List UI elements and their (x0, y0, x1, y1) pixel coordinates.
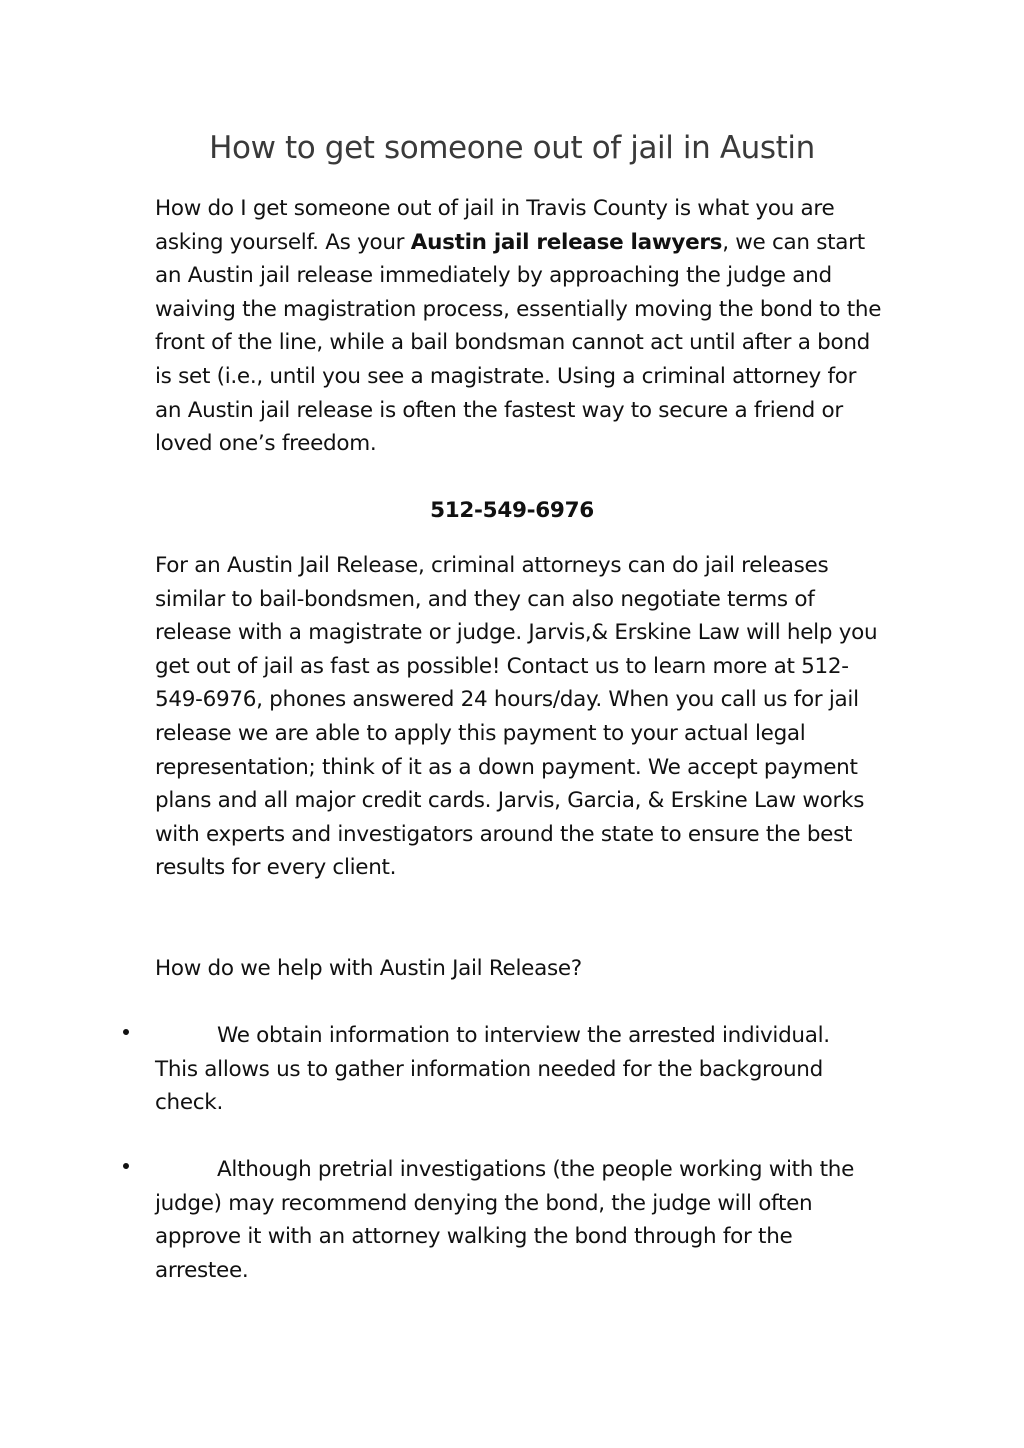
intro-paragraph (155, 192, 885, 461)
list-item-text: Although pretrial investigations (the people working with the judge) may recommend denying the bond, the judge will often approve it with an attorney walking the bond through for the arrestee. (155, 1157, 855, 1283)
bullet-icon (123, 1163, 129, 1169)
body-paragraph: For an Austin Jail Release, criminal attorneys can do jail releases similar to bail-bondsmen, and they can also negotiate terms of release with a magistrate or judge. Jarvis,& Erskine Law will help you get out of jail as fast as possible! Contact us to learn more at 512-549-6976, phones answered 24 hours/day. When you call us for jail release we are able to apply this payment to your actual legal representation; think of it as a down payment. We accept payment plans and all major credit cards. Jarvis, Garcia, & Erskine Law works with experts and investigators around the state to ensure the best results for every client. (155, 553, 878, 881)
phone-number: 512-549-6976 (430, 498, 594, 523)
intro-text-start: How do I get someone out of jail in Travis County is what you are asking yourself. As your (155, 196, 835, 255)
bullet-icon (123, 1029, 129, 1035)
intro-text-end: , we can start an Austin jail release immediately by approaching the judge and waiving the magistration process, essentially moving the bond to the front of the line, while a bail bondsman cannot act until after a bond is set (i.e., until you see a magistrate. Using a criminal attorney for an Austin jail release is often the fastest way to secure a friend or loved one’s freedom. (155, 229, 882, 457)
document-title: How to get someone out of jail in Austin (209, 130, 815, 166)
section-question: How do we help with Austin Jail Release? (155, 956, 582, 981)
intro-bold-link-text: Austin jail release lawyers (410, 229, 723, 255)
list-item-text: We obtain information to interview the arrested individual. This allows us to gather information needed for the background check. (155, 1023, 830, 1116)
